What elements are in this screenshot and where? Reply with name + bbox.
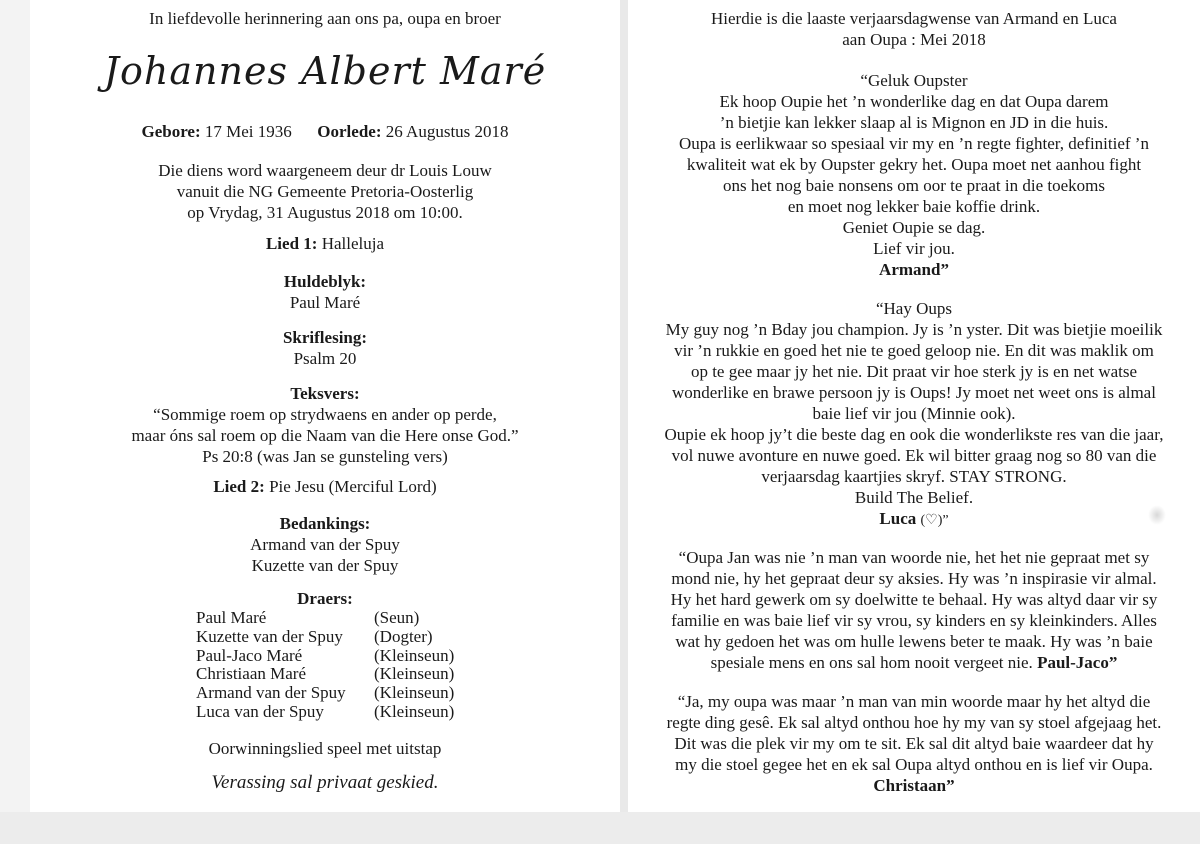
reading-label: Skriflesing: (282, 328, 368, 347)
message-line: Oupa is eerlikwaar so spesiaal vir my en ’n regte fighter, definitief ’n (679, 134, 1149, 153)
message-christiaan (628, 691, 1200, 796)
message-line: baie lief vir jou (Minnie ook). (812, 404, 1016, 423)
tribute-section (30, 271, 620, 313)
service-line: op Vrydag, 31 Augustus 2018 om 10:00. (187, 203, 463, 222)
service-line: Die diens word waargeneem deur dr Louis Louw (158, 161, 492, 180)
message-line: My guy nog ’n Bday jou champion. Jy is ’n yster. Dit was bietjie moeilik (665, 320, 1163, 339)
message-line: Geniet Oupie se dag. (842, 218, 986, 237)
reading-section (30, 327, 620, 369)
message-line: regte ding gesê. Ek sal altyd onthou hoe hy my van sy stoel afgejaag het. (666, 713, 1162, 732)
hymn-1-label: Lied 1: (265, 234, 318, 253)
bearer-name: Luca van der Spuy (196, 701, 324, 721)
deceased-name: Johannes Albert Maré (103, 49, 547, 93)
message-line: verjaarsdag kaartjies skryf. STAY STRONG. (761, 467, 1067, 486)
left-page (30, 0, 620, 812)
bearer-name: Christiaan Maré (196, 664, 306, 684)
list-item (196, 609, 454, 628)
text-label: Teksvers: (290, 384, 360, 403)
hymn-1 (30, 233, 620, 254)
message-line: ons het nog baie nonsens om oor te praat in die toekoms (723, 176, 1105, 195)
message-line: “Ja, my oupa was maar ’n man van min woorde maar hy het altyd die (677, 692, 1151, 711)
message-line: kwaliteit wat ek by Oupster gekry het. Oupa moet net aanhou fight (686, 155, 1142, 174)
bearer-name: Paul-Jaco Maré (196, 645, 303, 665)
bearers-label: Draers: (297, 589, 353, 608)
message-line: Dit was die plek vir my om te sit. Ek sal dit altyd baie waardeer dat hy (674, 734, 1154, 753)
hymn-2-value: Pie Jesu (Merciful Lord) (269, 477, 437, 496)
list-item (196, 647, 454, 666)
text-line: Ps 20:8 (was Jan se gunsteling vers) (202, 447, 448, 466)
died-label: Oorlede: (317, 122, 382, 141)
message-line: wonderlike en brawe persoon jy is Oups! Jy moet net weet ons is almal (672, 383, 1156, 402)
message-line: Hy het hard gewerk om sy doelwitte te behaal. Hy was altyd daar vir sy (670, 590, 1158, 609)
signature-pauljaco: Paul-Jaco” (1037, 653, 1118, 672)
list-item (196, 628, 454, 647)
text-line: “Sommige roem op strydwaens en ander op perde, (153, 405, 497, 424)
text-section (30, 383, 620, 467)
born-label: Gebore: (141, 122, 201, 141)
message-line: Oupie ek hoop jy’t die beste dag en ook die wonderlikste res van die jaar, (664, 425, 1164, 444)
signature-luca: Luca (879, 509, 917, 528)
paper-smudge (1148, 505, 1166, 525)
message-line: en moet nog lekker baie koffie drink. (787, 197, 1041, 216)
bearers-heading (30, 588, 620, 609)
hymn-1-value: Halleluja (321, 234, 385, 253)
bearer-relation: (Kleinseun) (374, 645, 455, 665)
message-line: “Oupa Jan was nie ’n man van woorde nie, het het nie gepraat met sy (678, 548, 1150, 567)
message-pauljaco (628, 547, 1200, 673)
message-line: Lief vir jou. (873, 239, 955, 258)
message-armand (628, 70, 1200, 280)
bearer-name: Kuzette van der Spuy (196, 626, 343, 646)
message-luca (628, 298, 1200, 531)
message-line: Ek hoop Oupie het ’n wonderlike dag en dat Oupa darem (719, 92, 1109, 111)
bearer-name: Paul Maré (196, 608, 267, 627)
surprise-note: Verassing sal privaat geskied. (211, 772, 439, 793)
thanks-line: Armand van der Spuy (250, 535, 400, 554)
scan-background (0, 812, 1200, 844)
message-line: wat hy gedoen het was om hulle lewens beter te maak. Hy was ’n baie (675, 632, 1153, 651)
message-line: mond nie, hy het gepraat deur sy aksies. Hy was ’n inspirasie vir almal. (671, 569, 1157, 588)
signature-christiaan: Christaan” (873, 776, 955, 795)
bearer-relation: (Seun) (374, 608, 420, 627)
signature-armand: Armand” (879, 260, 949, 279)
dates-line (30, 121, 620, 142)
intro-line: aan Oupa : Mei 2018 (842, 30, 986, 49)
message-line: “Hay Oups (875, 299, 952, 318)
bearer-relation: (Kleinseun) (374, 701, 455, 721)
hymn-2 (30, 476, 620, 497)
closing-note: Oorwinningslied speel met uitstap (208, 739, 442, 758)
bearer-relation: (Kleinseun) (374, 683, 455, 703)
message-line: Build The Belief. (854, 488, 974, 507)
list-item (196, 665, 454, 684)
thanks-section (30, 513, 620, 576)
intro-line: Hierdie is die laaste verjaarsdagwense van Armand en Luca (711, 9, 1117, 28)
message-line: familie en was baie lief vir sy vrou, sy kinders en sy kleinkinders. Alles (671, 611, 1157, 630)
thanks-line: Kuzette van der Spuy (251, 556, 399, 575)
born-value: 17 Mei 1936 (204, 122, 292, 141)
bearer-relation: (Kleinseun) (374, 664, 455, 684)
service-line: vanuit die NG Gemeente Pretoria-Oosterlig (176, 182, 474, 201)
right-page (628, 0, 1200, 812)
dedication-line: In liefdevolle herinnering aan ons pa, oupa en broer (149, 9, 501, 28)
died-value: 26 Augustus 2018 (385, 122, 509, 141)
bearer-name: Armand van der Spuy (196, 683, 346, 703)
reading-value: Psalm 20 (293, 349, 357, 368)
tribute-value: Paul Maré (289, 293, 361, 312)
message-line: op te gee maar jy het nie. Dit praat vir hoe sterk jy is en net watse (690, 362, 1138, 381)
hymn-2-label: Lied 2: (213, 477, 265, 496)
bearer-relation: (Dogter) (374, 626, 433, 646)
service-details (30, 160, 620, 223)
list-item (196, 703, 454, 722)
message-line: “Geluk Oupster (860, 71, 968, 90)
message-line: spesiale mens en ons sal hom nooit vergeet nie. (710, 653, 1033, 672)
message-line: my die stoel gegee het en ek sal Oupa altyd onthou en is lief vir Oupa. (675, 755, 1153, 774)
thanks-label: Bedankings: (279, 514, 371, 533)
list-item (196, 684, 454, 703)
message-line: vir ’n rukkie en goed het nie te goed geloop nie. En dit was maklik om (674, 341, 1154, 360)
text-line: maar óns sal roem op die Naam van die Here onse God.” (131, 426, 519, 445)
bearers-list (196, 609, 454, 722)
tribute-label: Huldeblyk: (283, 272, 367, 291)
intro (628, 8, 1200, 50)
message-line: vol nuwe avonture en nuwe goed. Ek wil bitter graag nog so 80 van die (671, 446, 1157, 465)
heart-icon: (♡)” (920, 513, 949, 528)
message-line: ’n bietjie kan lekker slaap al is Mignon en JD in die huis. (719, 113, 1109, 132)
page-fold (620, 0, 628, 812)
